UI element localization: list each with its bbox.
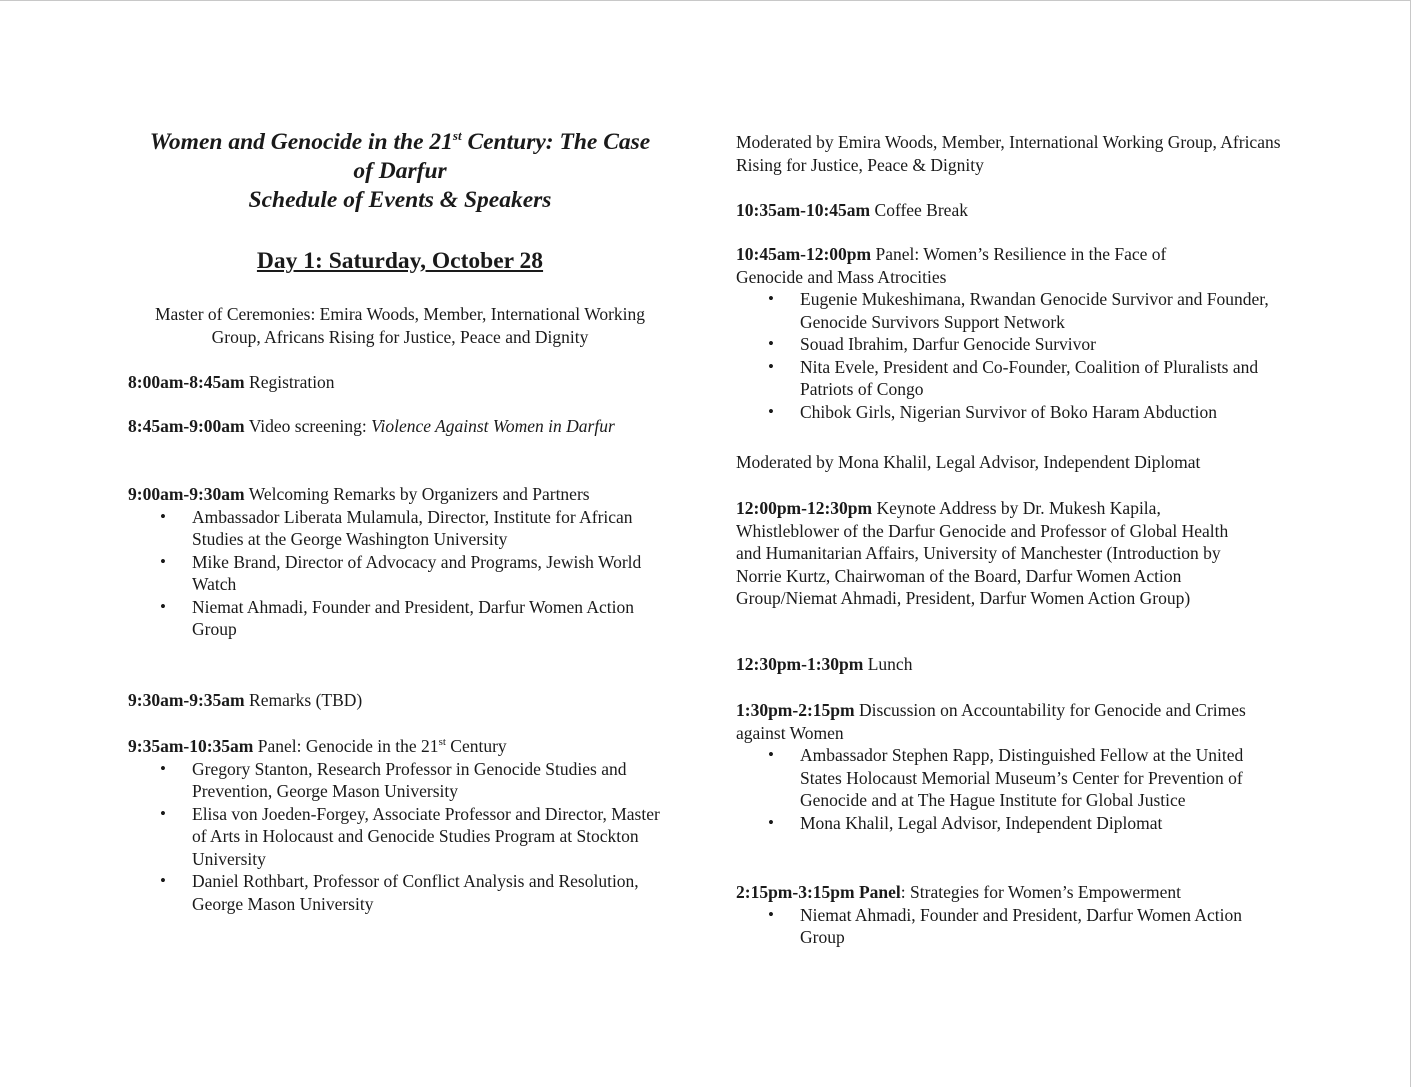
schedule-item-welcome: 9:00am-9:30am Welcoming Remarks by Organizers and Partners • Ambassador Liberata Mulamula, Director, Institute for African Studies at the George Washington University • Mike Brand, Director of Advocacy and Programs, Jewish World Watch • Niemat Ahmadi, Founder and President, Darfur Women Action Group bbox=[128, 483, 668, 641]
speaker-item: • Ambassador Stephen Rapp, Distinguished Fellow at the United States Holocaust Memorial Museum’s Center for Prevention of Genocide and at The Hague Institute for Global Justice bbox=[736, 744, 1266, 812]
item-time: 2:15pm-3:15pm bbox=[736, 882, 855, 902]
master-of-ceremonies: Master of Ceremonies: Emira Woods, Member, International Working Group, Africans Rising for Justice, Peace and Dignity bbox=[154, 304, 646, 347]
schedule-item-discussion: 1:30pm-2:15pm Discussion on Accountability for Genocide and Crimes against Women • Ambassador Stephen Rapp, Distinguished Fellow at the United States Holocaust Memorial Museum’s Center for Prevention of Genocide and at The Hague Institute for Global Justice • Mona Khalil, Legal Advisor, Independent Diplomat bbox=[736, 699, 1266, 834]
speaker-item: • Mike Brand, Director of Advocacy and Programs, Jewish World Watch bbox=[128, 551, 668, 596]
moderator-note-2: Moderated by Mona Khalil, Legal Advisor, Independent Diplomat bbox=[736, 452, 1201, 472]
speaker-list bbox=[128, 506, 668, 641]
item-time: 10:45am-12:00pm bbox=[736, 244, 872, 264]
speaker-item: • Mona Khalil, Legal Advisor, Independent Diplomat bbox=[736, 812, 1266, 835]
item-time: 12:30pm-1:30pm bbox=[736, 654, 864, 674]
title-line-3: Schedule of Events & Speakers bbox=[248, 187, 552, 213]
panel-label: Panel bbox=[854, 882, 901, 902]
speaker-item: • Gregory Stanton, Research Professor in Genocide Studies and Prevention, George Mason University bbox=[128, 758, 668, 803]
speaker-item: • Ambassador Liberata Mulamula, Director, Institute for African Studies at the George Washington University bbox=[128, 506, 668, 551]
schedule-item-video: 8:45am-9:00am Video screening: Violence Against Women in Darfur bbox=[128, 416, 615, 436]
speaker-item: • Niemat Ahmadi, Founder and President, Darfur Women Action Group bbox=[736, 904, 1266, 949]
item-time: 12:00pm-12:30pm bbox=[736, 498, 873, 518]
schedule-item-lunch: 12:30pm-1:30pm Lunch bbox=[736, 654, 913, 674]
schedule-item-registration: 8:00am-8:45am Registration bbox=[128, 372, 335, 392]
schedule-item-panel-empowerment: 2:15pm-3:15pm Panel: Strategies for Women’s Empowerment • Niemat Ahmadi, Founder and President, Darfur Women Action Group bbox=[736, 881, 1266, 949]
item-time: 9:00am-9:30am bbox=[128, 484, 245, 504]
speaker-list bbox=[736, 288, 1284, 423]
item-time: 8:45am-9:00am bbox=[128, 416, 245, 436]
schedule-item-keynote: 12:00pm-12:30pm Keynote Address by Dr. Mukesh Kapila, Whistleblower of the Darfur Genocide and Professor of Global Health and Humanitarian Affairs, University of Manchester (Introduction by Norrie Kurtz, Chairwoman of the Board, Darfur Women Action Group/Niemat Ahmadi, President, Darfur Women Action Group) bbox=[736, 498, 1229, 608]
item-time: 10:35am-10:45am bbox=[736, 200, 871, 220]
schedule-item-coffee: 10:35am-10:45am Coffee Break bbox=[736, 200, 968, 220]
speaker-item: • Eugenie Mukeshimana, Rwandan Genocide Survivor and Founder, Genocide Survivors Support Network bbox=[736, 288, 1284, 333]
speaker-item: • Elisa von Joeden-Forgey, Associate Professor and Director, Master of Arts in Holocaust and Genocide Studies Program at Stockton University bbox=[128, 803, 668, 871]
schedule-item-remarks: 9:30am-9:35am Remarks (TBD) bbox=[128, 690, 363, 710]
speaker-item: • Souad Ibrahim, Darfur Genocide Survivor bbox=[736, 333, 1284, 356]
document-title bbox=[128, 128, 672, 215]
speaker-list bbox=[736, 904, 1266, 949]
schedule-item-panel-resilience: 10:45am-12:00pm Panel: Women’s Resilience in the Face of Genocide and Mass Atrocities • Eugenie Mukeshimana, Rwandan Genocide Survivor and Founder, Genocide Survivors Support Network • Souad Ibrahim, Darfur Genocide Survivor • Nita Evele, President and Co-Founder, Coalition of Pluralists and Patriots of Congo • Chibok Girls, Nigerian Survivor of Boko Haram Abduction bbox=[736, 243, 1284, 423]
moderator-note-1: Moderated by Emira Woods, Member, International Working Group, Africans Rising for Justice, Peace & Dignity bbox=[736, 132, 1281, 175]
item-time: 1:30pm-2:15pm bbox=[736, 700, 855, 720]
item-time: 9:35am-10:35am bbox=[128, 736, 254, 756]
speaker-item: • Nita Evele, President and Co-Founder, Coalition of Pluralists and Patriots of Congo bbox=[736, 356, 1284, 401]
day-heading: Day 1: Saturday, October 28 bbox=[256, 248, 544, 274]
film-title: Violence Against Women in Darfur bbox=[371, 416, 615, 436]
speaker-list bbox=[128, 758, 668, 916]
schedule-item-panel-genocide: 9:35am-10:35am Panel: Genocide in the 21st Century • Gregory Stanton, Research Professor in Genocide Studies and Prevention, George Mason University • Elisa von Joeden-Forgey, Associate Professor and Director, Master of Arts in Holocaust and Genocide Studies Program at Stockton University • Daniel Rothbart, Professor of Conflict Analysis and Resolution, George Mason University bbox=[128, 735, 668, 915]
speaker-item: • Chibok Girls, Nigerian Survivor of Boko Haram Abduction bbox=[736, 401, 1284, 424]
title-line-2: of Darfur bbox=[353, 158, 447, 184]
item-time: 8:00am-8:45am bbox=[128, 372, 245, 392]
speaker-list bbox=[736, 744, 1266, 834]
speaker-item: • Niemat Ahmadi, Founder and President, Darfur Women Action Group bbox=[128, 596, 668, 641]
title-line-1: Women and Genocide in the 21st Century: The Case bbox=[149, 128, 651, 155]
item-time: 9:30am-9:35am bbox=[128, 690, 245, 710]
speaker-item: • Daniel Rothbart, Professor of Conflict Analysis and Resolution, George Mason University bbox=[128, 870, 668, 915]
